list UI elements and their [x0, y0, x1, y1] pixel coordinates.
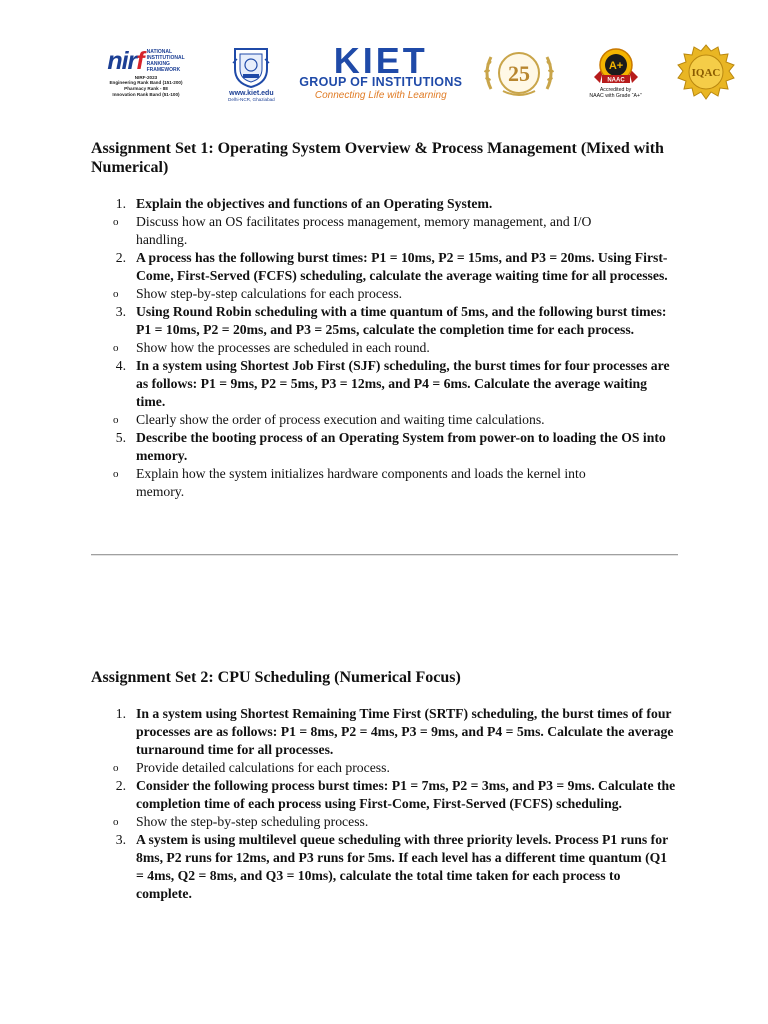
- set2-question-2: [91, 777, 691, 831]
- question-number: 3.: [115, 832, 126, 847]
- sub-point: [113, 213, 676, 249]
- sub-point-text: Discuss how an OS facilitates process management, memory management, and I/O handling.: [136, 214, 592, 247]
- question-text: Describe the booting process of an Operating System from power-on to loading the OS into memory.: [136, 430, 666, 463]
- kiet-group-text: GROUP OF INSTITUTIONS: [299, 74, 463, 89]
- kiet-wordmark: KIET: [333, 39, 428, 81]
- question-number: 5.: [115, 430, 126, 445]
- nirf-side-text: NATIONAL INSTITUTIONAL RANKING FRAMEWORK: [146, 48, 185, 73]
- kiet-location-text: Delhi-NCR, Ghaziabad: [228, 96, 275, 102]
- naac-badge-icon: [592, 47, 640, 87]
- sub-bullet-icon: o: [113, 816, 119, 828]
- kiet-crest-logo: [222, 45, 280, 102]
- naac-caption: Accredited by NAAC with Grade “A+”: [589, 87, 642, 99]
- kiet-url-text: www.kiet.edu: [229, 89, 274, 97]
- kiet-tagline: Connecting Life with Learning: [314, 89, 447, 101]
- svg-text:25: 25: [508, 61, 531, 86]
- svg-text:IQAC: IQAC: [691, 67, 721, 79]
- question-text: Using Round Robin scheduling with a time quantum of 5ms, and the following burst times: P1 = 10ms, P2 = 20ms, and P3 = 25ms, calculate the completion time for each process.: [136, 304, 667, 337]
- section-divider: [91, 554, 678, 556]
- question-number: 4.: [115, 358, 126, 373]
- set1-title: Assignment Set 1: Operating System Overview & Process Management (Mixed with Numerical): [91, 140, 664, 176]
- question-text: Consider the following process burst times: P1 = 7ms, P2 = 3ms, and P3 = 9ms. Calculate the completion time of each process using First-Come, First-Served (FCFS) scheduling.: [136, 778, 676, 811]
- question-number: 3.: [115, 304, 126, 319]
- set1-question-4: [91, 357, 691, 429]
- nirf-wordmark: nirf: [107, 46, 144, 75]
- sub-point-text: Clearly show the order of process execution and waiting time calculations.: [136, 412, 545, 427]
- question-number: 1.: [115, 196, 126, 211]
- set2-question-list: [91, 705, 691, 903]
- set1-question-2: [91, 249, 691, 303]
- sub-bullet-icon: o: [113, 216, 119, 228]
- sub-bullet-icon: o: [113, 468, 119, 480]
- set2-question-3: [91, 831, 691, 903]
- sub-point: [113, 813, 676, 831]
- sub-point-text: Provide detailed calculations for each process.: [136, 760, 390, 775]
- sub-bullet-icon: o: [113, 414, 119, 426]
- sub-bullet-icon: o: [113, 342, 119, 354]
- set1-question-1: [91, 195, 691, 249]
- sub-point: [113, 339, 676, 357]
- set1-question-list: [91, 195, 691, 501]
- nirf-logo: [88, 46, 204, 97]
- naac-logo: [576, 47, 656, 99]
- header-logo-strip: [88, 40, 738, 106]
- question-number: 2.: [115, 250, 126, 265]
- svg-text:NAAC: NAAC: [606, 77, 625, 84]
- iqac-seal-icon: [674, 43, 738, 103]
- sub-bullet-icon: o: [113, 288, 119, 300]
- sub-bullet-icon: o: [113, 762, 119, 774]
- sub-point: [113, 285, 676, 303]
- sub-point: [113, 465, 676, 501]
- celebrating-25-years-badge: [481, 45, 557, 101]
- question-text: A system is using multilevel queue scheduling with three priority levels. Process P1 runs for 8ms, P2 runs for 12ms, and P3 runs for 5ms. If each level has a different time quantum (Q1 = 4ms, Q2 = 8ms, and Q3 = 10ms), calculate the total time taken for each process to complete.: [136, 832, 668, 901]
- nirf-rank-text: NIRF-2023 Engineering Rank Band (151-200) Pharmacy Rank - 88 Innovation Rank Band (51-100): [109, 74, 183, 97]
- question-number: 2.: [115, 778, 126, 793]
- question-text: Explain the objectives and functions of an Operating System.: [136, 196, 493, 211]
- crest-shield-icon: [231, 45, 271, 89]
- sub-point-text: Show step-by-step calculations for each process.: [136, 286, 403, 301]
- set1-question-5: [91, 429, 691, 501]
- sub-point: [113, 411, 676, 429]
- set2-question-1: [91, 705, 691, 777]
- question-text: In a system using Shortest Job First (SJF) scheduling, the burst times for four processes are as follows: P1 = 9ms, P2 = 5ms, P3 = 12ms, and P4 = 6ms. Calculate the average waiting time.: [136, 358, 670, 409]
- question-text: A process has the following burst times: P1 = 10ms, P2 = 15ms, and P3 = 20ms. Using First-Come, First-Served (FCFS) scheduling, calculate the average waiting time for all processes.: [136, 250, 668, 283]
- set2-title: Assignment Set 2: CPU Scheduling (Numerical Focus): [91, 669, 461, 686]
- sub-point: [113, 759, 676, 777]
- sub-point-text: Show how the processes are scheduled in each round.: [136, 340, 430, 355]
- svg-text:A+: A+: [608, 60, 623, 72]
- question-text: In a system using Shortest Remaining Time First (SRTF) scheduling, the burst times of four processes are as follows: P1 = 8ms, P2 = 4ms, P3 = 9ms, and P4 = 5ms. Calculate the average turnaround time for all processes.: [136, 706, 674, 757]
- sub-point-text: Show the step-by-step scheduling process.: [136, 814, 369, 829]
- sub-point-text: Explain how the system initializes hardware components and loads the kernel into memory.: [136, 466, 586, 499]
- set1-question-3: [91, 303, 691, 357]
- question-number: 1.: [115, 706, 126, 721]
- kiet-brand-logo: [299, 39, 463, 101]
